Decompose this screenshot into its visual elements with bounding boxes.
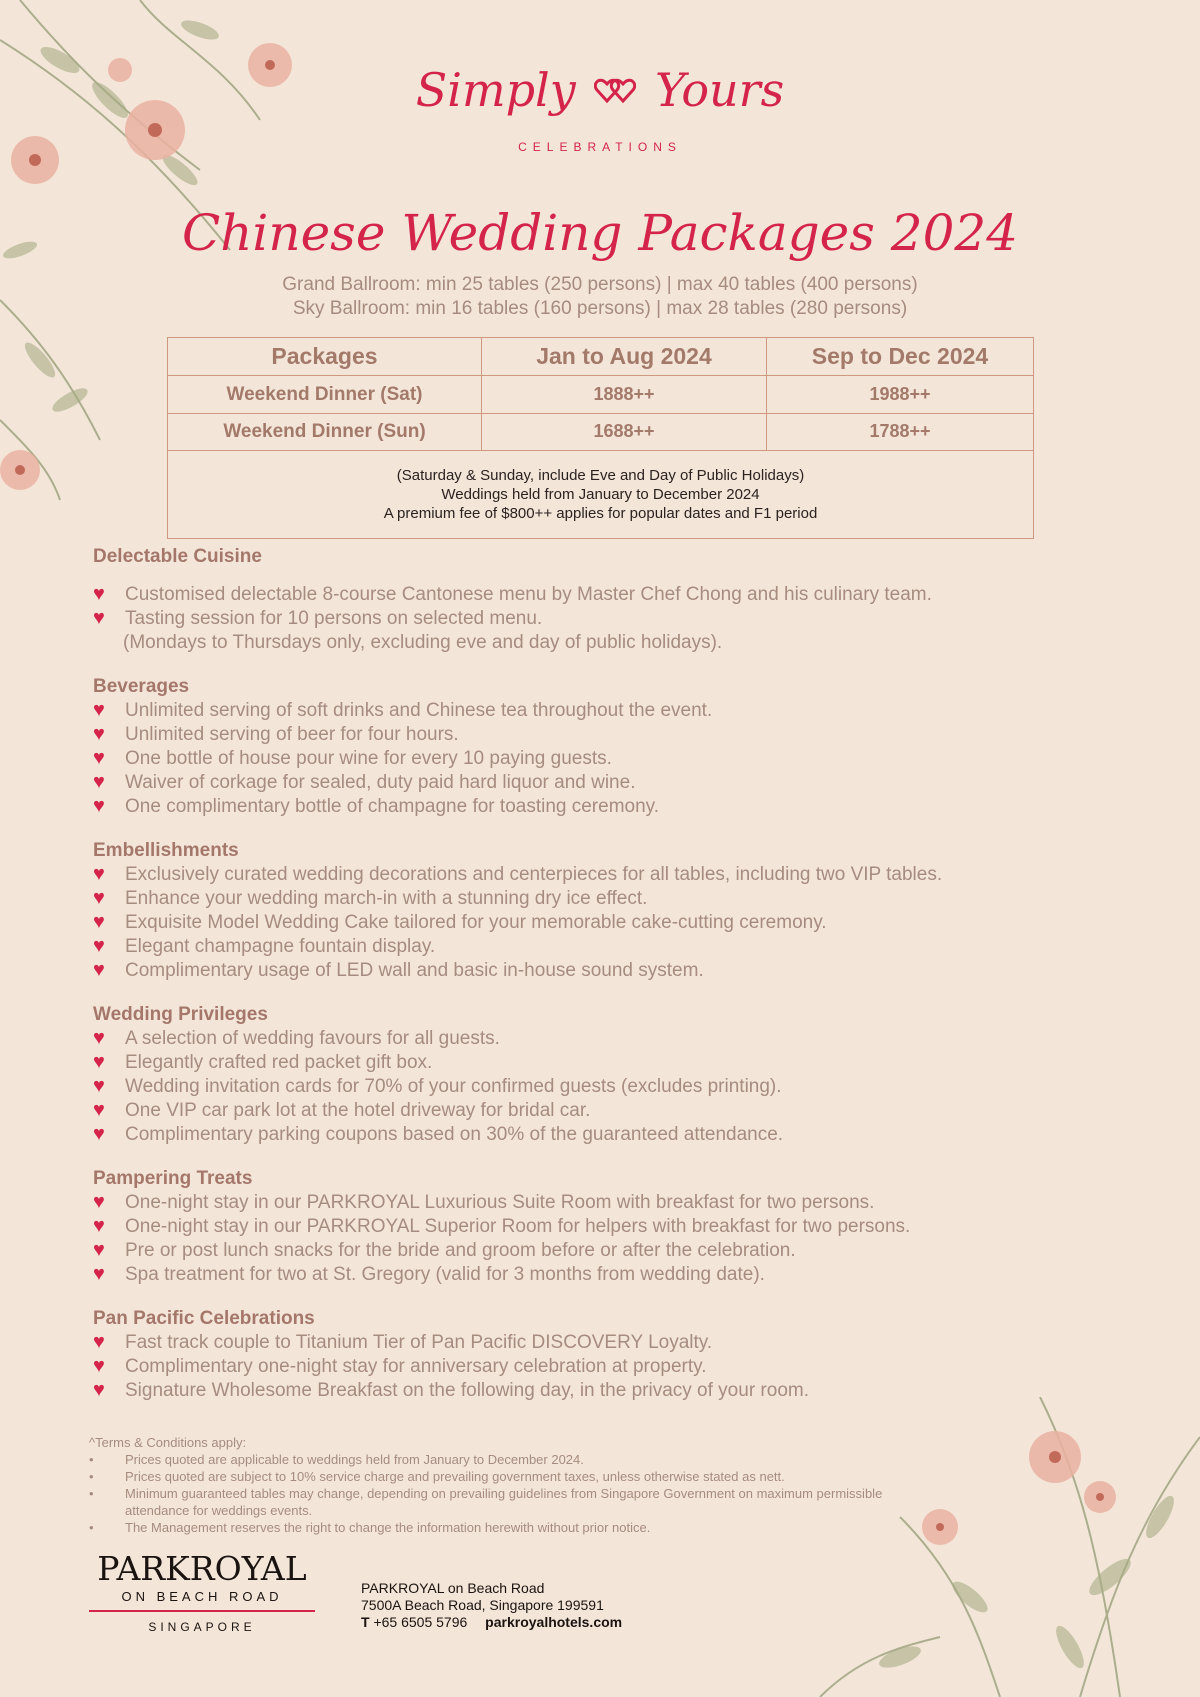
list-item-text: Elegant champagne fountain display.: [125, 936, 436, 957]
list-item-text: One bottle of house pour wine for every 10 paying guests.: [125, 748, 612, 769]
table-note-line: Weddings held from January to December 2024: [441, 486, 760, 504]
hotel-logo-name: PARKROYAL: [97, 1549, 307, 1588]
heart-bullet-icon: ♥: [93, 1075, 105, 1097]
heart-bullet-icon: ♥: [93, 1027, 105, 1049]
list-item-text: Elegantly crafted red packet gift box.: [125, 1052, 433, 1073]
list-item-text: One-night stay in our PARKROYAL Superior Room for helpers with breakfast for two persons.: [125, 1216, 911, 1237]
address-street: 7500A Beach Road, Singapore 199591: [361, 1597, 604, 1613]
heart-bullet-icon: ♥: [93, 887, 105, 909]
price-jan-aug: 1688++: [482, 413, 767, 450]
list-item-text: Wedding invitation cards for 70% of your confirmed guests (excludes printing).: [125, 1076, 782, 1097]
list-item: [93, 1075, 1133, 1099]
heart-bullet-icon: ♥: [93, 1239, 105, 1261]
list-item: [93, 771, 1133, 795]
terms-and-conditions: [89, 1434, 929, 1536]
heart-bullet-icon: ♥: [93, 1355, 105, 1377]
heart-bullet-icon: ♥: [93, 1215, 105, 1237]
capacity-sky-ballroom: Sky Ballroom: min 16 tables (160 persons) | max 28 tables (280 persons): [292, 298, 908, 319]
section-title: Pan Pacific Celebrations: [93, 1308, 315, 1329]
phone-number: +65 6505 5796: [373, 1614, 468, 1630]
address-contact: [361, 1614, 622, 1631]
phone-label: T: [361, 1614, 370, 1630]
hotel-logo-location: ON BEACH ROAD: [121, 1589, 283, 1604]
heart-bullet-icon: ♥: [93, 911, 105, 933]
package-name: Weekend Dinner (Sun): [168, 413, 482, 450]
terms-item-text: Prices quoted are applicable to weddings held from January to December 2024.: [125, 1452, 584, 1467]
heart-bullet-icon: ♥: [93, 771, 105, 793]
list-item: [93, 863, 1133, 887]
list-item: [93, 1051, 1133, 1075]
list-item-text: Pre or post lunch snacks for the bride and groom before or after the celebration.: [125, 1240, 796, 1261]
list-item-text: Spa treatment for two at St. Gregory (valid for 3 months from wedding date).: [125, 1264, 765, 1285]
terms-item: • Prices quoted are subject to 10% service charge and prevailing government taxes, unless otherwise stated as nett.: [89, 1469, 785, 1484]
heart-bullet-icon: ♥: [93, 607, 105, 629]
terms-item: • Prices quoted are applicable to weddings held from January to December 2024.: [89, 1452, 584, 1467]
heart-bullet-icon: ♥: [93, 863, 105, 885]
brand-subtitle: CELEBRATIONS: [518, 140, 682, 154]
list-item-text: Complimentary usage of LED wall and basic in-house sound system.: [125, 960, 704, 981]
list-item: [93, 959, 1133, 983]
section-embellishments: [93, 839, 1133, 983]
list-item: [93, 887, 1133, 911]
section-title: Embellishments: [93, 840, 239, 861]
package-name: Weekend Dinner (Sat): [168, 376, 482, 413]
list-item-text: One-night stay in our PARKROYAL Luxurious Suite Room with breakfast for two persons.: [125, 1192, 875, 1213]
terms-item-text: Minimum guaranteed tables may change, depending on prevailing guidelines from Singapore Government on maximum permissible attendance for weddings events.: [125, 1486, 883, 1518]
package-sections: [93, 545, 1133, 1423]
list-item: [93, 1123, 1133, 1147]
heart-bullet-icon: ♥: [93, 699, 105, 721]
list-item-text: Complimentary one-night stay for anniversary celebration at property.: [125, 1356, 707, 1377]
heart-bullet-icon: ♥: [93, 795, 105, 817]
table-note-line: A premium fee of $800++ applies for popular dates and F1 period: [383, 505, 818, 523]
heart-bullet-icon: ♥: [93, 1099, 105, 1121]
list-item: [93, 795, 1133, 819]
price-sep-dec: 1788++: [767, 413, 1034, 450]
section-title: Beverages: [93, 676, 190, 697]
list-item-text: Enhance your wedding march-in with a stunning dry ice effect.: [125, 888, 648, 909]
package-price-table: [167, 337, 1034, 539]
list-item: [93, 1027, 1133, 1051]
brand-script: [0, 60, 1200, 124]
heart-bullet-icon: ♥: [93, 1191, 105, 1213]
brand-logo: [0, 60, 1200, 154]
table-header-sep-dec: Sep to Dec 2024: [767, 338, 1034, 376]
heart-bullet-icon: ♥: [93, 723, 105, 745]
heart-bullet-icon: ♥: [93, 1123, 105, 1145]
heart-bullet-icon: ♥: [93, 1263, 105, 1285]
heart-bullet-icon: ♥: [93, 747, 105, 769]
hotel-logo: [89, 1551, 315, 1634]
hotel-address: [361, 1580, 622, 1631]
list-item: [93, 1263, 1133, 1287]
list-item: [93, 1191, 1133, 1215]
heart-bullet-icon: ♥: [93, 935, 105, 957]
table-header-packages: Packages: [168, 338, 482, 376]
double-heart-icon: [594, 64, 636, 124]
list-item: [93, 723, 1133, 747]
terms-heading: ^Terms & Conditions apply:: [89, 1435, 247, 1450]
list-item: [93, 1239, 1133, 1263]
list-item-text: Waiver of corkage for sealed, duty paid hard liquor and wine.: [125, 772, 636, 793]
table-header-row: [168, 338, 1034, 376]
section-beverages: [93, 675, 1133, 819]
list-item-text: Unlimited serving of beer for four hours.: [125, 724, 459, 745]
heart-bullet-icon: ♥: [93, 1379, 105, 1401]
brand-script-left: Simply: [415, 63, 576, 117]
terms-item: • Minimum guaranteed tables may change, depending on prevailing guidelines from Singapore Government on maximum permissible attendance for weddings events.: [89, 1486, 883, 1518]
list-item: [93, 699, 1133, 723]
price-sep-dec: 1988++: [767, 376, 1034, 413]
list-item: [93, 1379, 1133, 1403]
section-pan-pacific-celebrations: [93, 1307, 1133, 1403]
list-item-text: Exclusively curated wedding decorations and centerpieces for all tables, including two VIP tables.: [125, 864, 943, 885]
list-item: [93, 583, 1133, 607]
heart-bullet-icon: ♥: [93, 583, 105, 605]
table-notes-row: [168, 451, 1034, 539]
section-title: Wedding Privileges: [93, 1004, 268, 1025]
heart-bullet-icon: ♥: [93, 959, 105, 981]
address-name: PARKROYAL on Beach Road: [361, 1580, 545, 1596]
list-item-text: A selection of wedding favours for all guests.: [125, 1028, 500, 1049]
list-item: [93, 1215, 1133, 1239]
brand-script-right: Yours: [654, 63, 785, 117]
list-item: [93, 1331, 1133, 1355]
section-pampering-treats: [93, 1167, 1133, 1287]
terms-item: • The Management reserves the right to change the information herewith without prior notice.: [89, 1520, 651, 1535]
section-title: Delectable Cuisine: [93, 546, 262, 567]
list-item: [93, 1099, 1133, 1123]
list-item-note: (Mondays to Thursdays only, excluding eve and day of public holidays).: [123, 632, 723, 653]
list-item-text: Exquisite Model Wedding Cake tailored for your memorable cake-cutting ceremony.: [125, 912, 827, 933]
list-item-text: Signature Wholesome Breakfast on the following day, in the privacy of your room.: [125, 1380, 809, 1401]
list-item-text: Fast track couple to Titanium Tier of Pan Pacific DISCOVERY Loyalty.: [125, 1332, 713, 1353]
list-item: [93, 911, 1133, 935]
website-link[interactable]: parkroyalhotels.com: [485, 1614, 623, 1630]
table-row: [168, 413, 1034, 450]
list-item-text: One complimentary bottle of champagne for toasting ceremony.: [125, 796, 660, 817]
list-item-text: Customised delectable 8-course Cantonese menu by Master Chef Chong and his culinary team.: [125, 584, 932, 605]
list-item-text: Unlimited serving of soft drinks and Chinese tea throughout the event.: [125, 700, 713, 721]
list-item-text: One VIP car park lot at the hotel driveway for bridal car.: [125, 1100, 591, 1121]
list-item-text: Tasting session for 10 persons on selected menu.: [125, 608, 543, 629]
heart-bullet-icon: ♥: [93, 1051, 105, 1073]
terms-item-text: Prices quoted are subject to 10% service charge and prevailing government taxes, unless otherwise stated as nett.: [125, 1469, 785, 1484]
price-jan-aug: 1888++: [482, 376, 767, 413]
table-header-jan-aug: Jan to Aug 2024: [482, 338, 767, 376]
list-item: [93, 607, 1133, 631]
heart-bullet-icon: ♥: [93, 1331, 105, 1353]
section-title: Pampering Treats: [93, 1168, 253, 1189]
section-wedding-privileges: [93, 1003, 1133, 1147]
list-item-text: Complimentary parking coupons based on 30% of the guaranteed attendance.: [125, 1124, 784, 1145]
table-notes: [168, 451, 1034, 539]
terms-item-text: The Management reserves the right to change the information herewith without prior notice.: [125, 1520, 651, 1535]
table-row: [168, 376, 1034, 413]
hotel-logo-country: SINGAPORE: [148, 1620, 256, 1634]
hotel-logo-divider: [89, 1610, 315, 1612]
list-item: [93, 747, 1133, 771]
section-delectable-cuisine: [93, 545, 1133, 655]
list-item: [93, 1355, 1133, 1379]
list-item: [93, 935, 1133, 959]
capacity-grand-ballroom: Grand Ballroom: min 25 tables (250 persons) | max 40 tables (400 persons): [282, 274, 918, 295]
page-title: Chinese Wedding Packages 2024: [181, 204, 1019, 262]
table-note-line: (Saturday & Sunday, include Eve and Day of Public Holidays): [396, 467, 805, 485]
